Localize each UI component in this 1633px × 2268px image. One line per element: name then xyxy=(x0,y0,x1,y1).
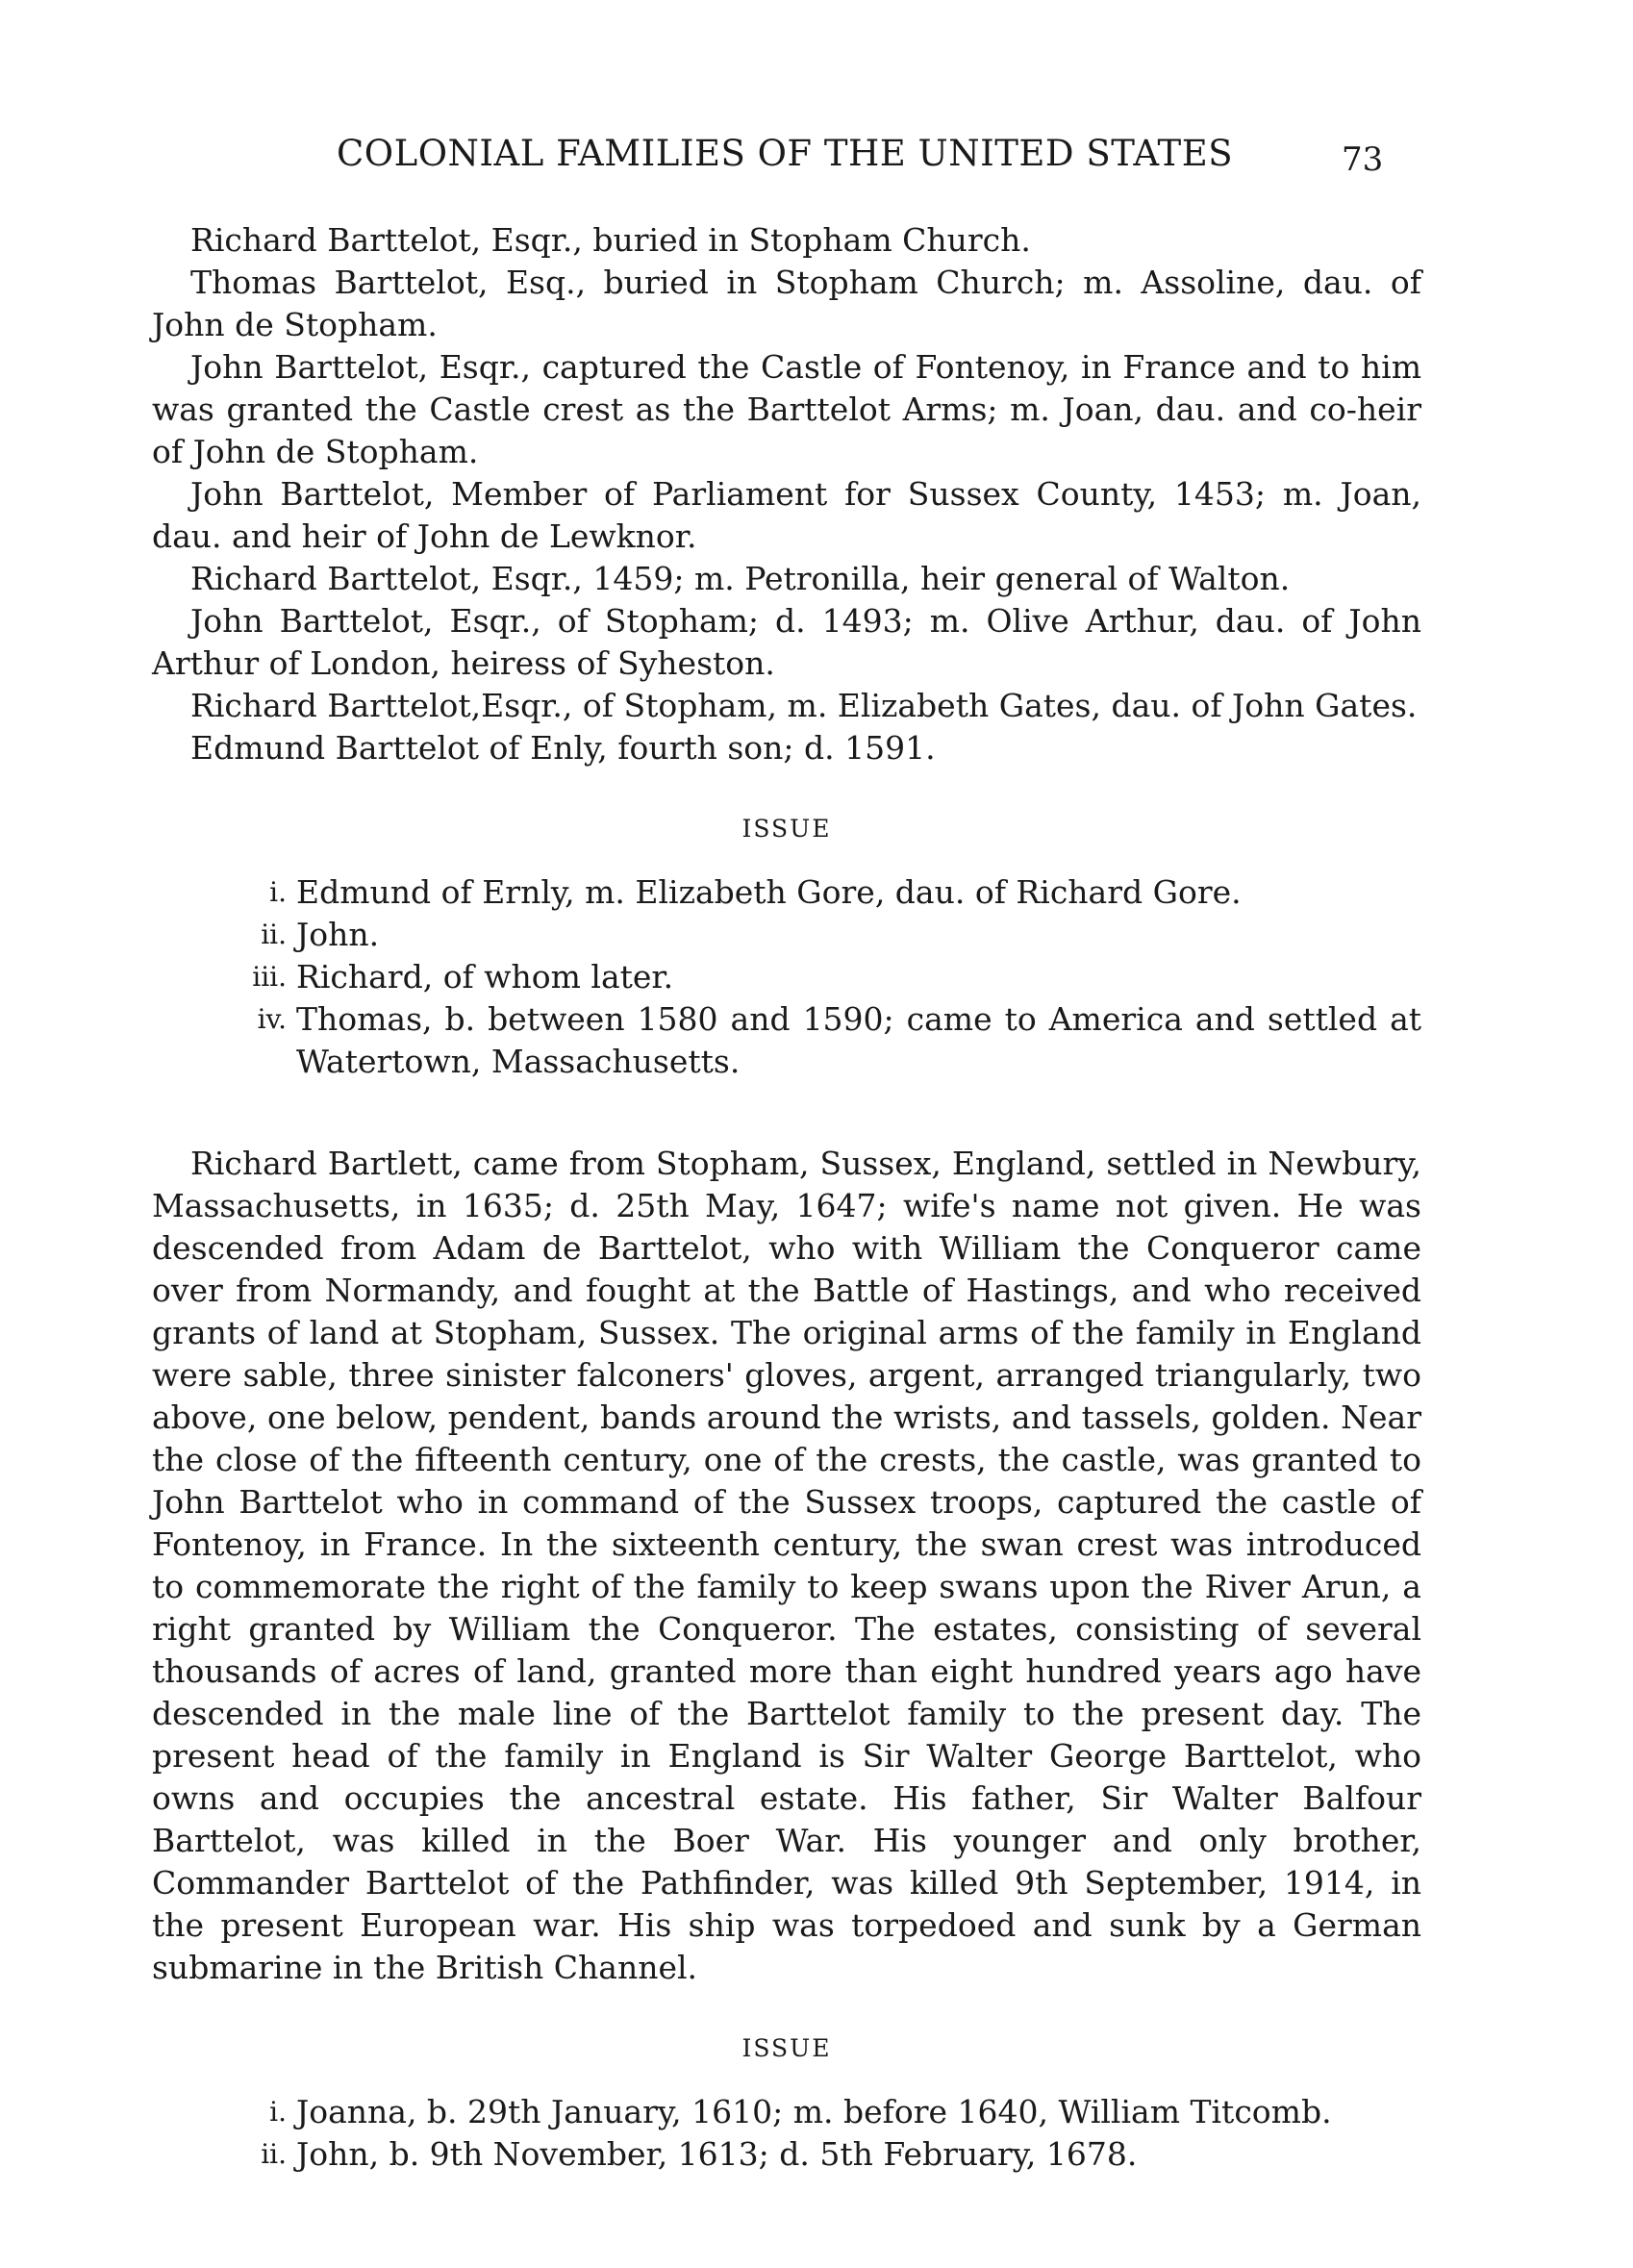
lineage-entry: Richard Barttelot,Esqr., of Stopham, m. Elizabeth Gates, dau. of John Gates. xyxy=(190,687,1418,724)
issue-item xyxy=(152,956,1421,998)
running-title: COLONIAL FAMILIES OF THE UNITED STATES xyxy=(337,133,1234,174)
page-number: 73 xyxy=(1342,140,1384,179)
issue-list xyxy=(152,871,1421,1083)
issue-item xyxy=(152,871,1421,914)
issue-numeral: i. xyxy=(269,876,287,908)
issue-text: Thomas, b. between 1580 and 1590; came to America and settled at Watertown, Massachusetts. xyxy=(296,1000,1421,1080)
issue-text: Richard, of whom later. xyxy=(296,958,674,995)
issue-heading: ISSUE xyxy=(741,815,832,843)
issue-text: Edmund of Ernly, m. Elizabeth Gore, dau. of Richard Gore. xyxy=(296,873,1242,911)
issue-item xyxy=(152,998,1421,1083)
page-body xyxy=(152,219,1421,2176)
issue-heading: ISSUE xyxy=(741,2034,832,2062)
issue-item xyxy=(152,2091,1421,2133)
lineage-entry: John Barttelot, Esqr., of Stopham; d. 1493; m. Olive Arthur, dau. of John Arthur of London, heiress of Syheston. xyxy=(152,602,1421,682)
lineage-entry: Richard Barttelot, Esqr., buried in Stopham Church. xyxy=(190,221,1031,259)
lineage-entry: Thomas Barttelot, Esq., buried in Stopham Church; m. Assoline, dau. of John de Stopham. xyxy=(152,264,1421,343)
lineage-entry: Edmund Barttelot of Enly, fourth son; d. 1591. xyxy=(190,729,936,767)
issue-text: John, b. 9th November, 1613; d. 5th February, 1678. xyxy=(296,2135,1138,2173)
lineage-entry: John Barttelot, Member of Parliament for Sussex County, 1453; m. Joan, dau. and heir of John de Lewknor. xyxy=(152,475,1421,555)
issue-numeral: iv. xyxy=(257,1003,287,1035)
page-header xyxy=(0,133,1633,190)
issue-item xyxy=(152,914,1421,956)
narrative-section xyxy=(152,1143,1421,1989)
narrative-paragraph: Richard Bartlett, came from Stopham, Sussex, England, settled in Newbury, Massachusetts, in 1635; d. 25th May, 1647; wife's name not given. He was descended from Adam de Barttelot, who with William the Conqueror came over from Normandy, and fought at the Battle of Hastings, and who received grants of land at Stopham, Sussex. The original arms of the family in England were sable, three sinister falconers' gloves, argent, arranged triangularly, two above, one below, pendent, bands around the wrists, and tassels, golden. Near the close of the fifteenth century, one of the crests, the castle, was granted to John Barttelot who in command of the Sussex troops, captured the castle of Fontenoy, in France. In the sixteenth century, the swan crest was introduced to commemorate the right of the family to keep swans upon the River Arun, a right granted by William the Conqueror. The estates, consisting of several thousands of acres of land, granted more than eight hundred years ago have descended in the male line of the Barttelot family to the present day. The present head of the family in England is Sir Walter George Barttelot, who owns and occupies the ancestral estate. His father, Sir Walter Balfour Barttelot, was killed in the Boer War. His younger and only brother, Commander Barttelot of the Pathfinder, was killed 9th September, 1914, in the present European war. His ship was torpedoed and sunk by a German submarine in the British Channel. xyxy=(152,1145,1421,1986)
issue-numeral: i. xyxy=(269,2096,287,2128)
lineage-entry: John Barttelot, Esqr., captured the Castle of Fontenoy, in France and to him was granted the Castle crest as the Barttelot Arms; m. Joan, dau. and co-heir of John de Stopham. xyxy=(152,348,1421,470)
issue-numeral: ii. xyxy=(261,919,287,950)
issue-numeral: ii. xyxy=(261,2138,287,2170)
issue-item xyxy=(152,2133,1421,2176)
issue-list xyxy=(152,2091,1421,2176)
lineage-list xyxy=(152,219,1421,769)
issue-numeral: iii. xyxy=(252,961,287,993)
issue-text: Joanna, b. 29th January, 1610; m. before 1640, William Titcomb. xyxy=(296,2093,1332,2130)
issue-text: John. xyxy=(296,916,380,953)
lineage-entry: Richard Barttelot, Esqr., 1459; m. Petronilla, heir general of Walton. xyxy=(190,560,1291,597)
